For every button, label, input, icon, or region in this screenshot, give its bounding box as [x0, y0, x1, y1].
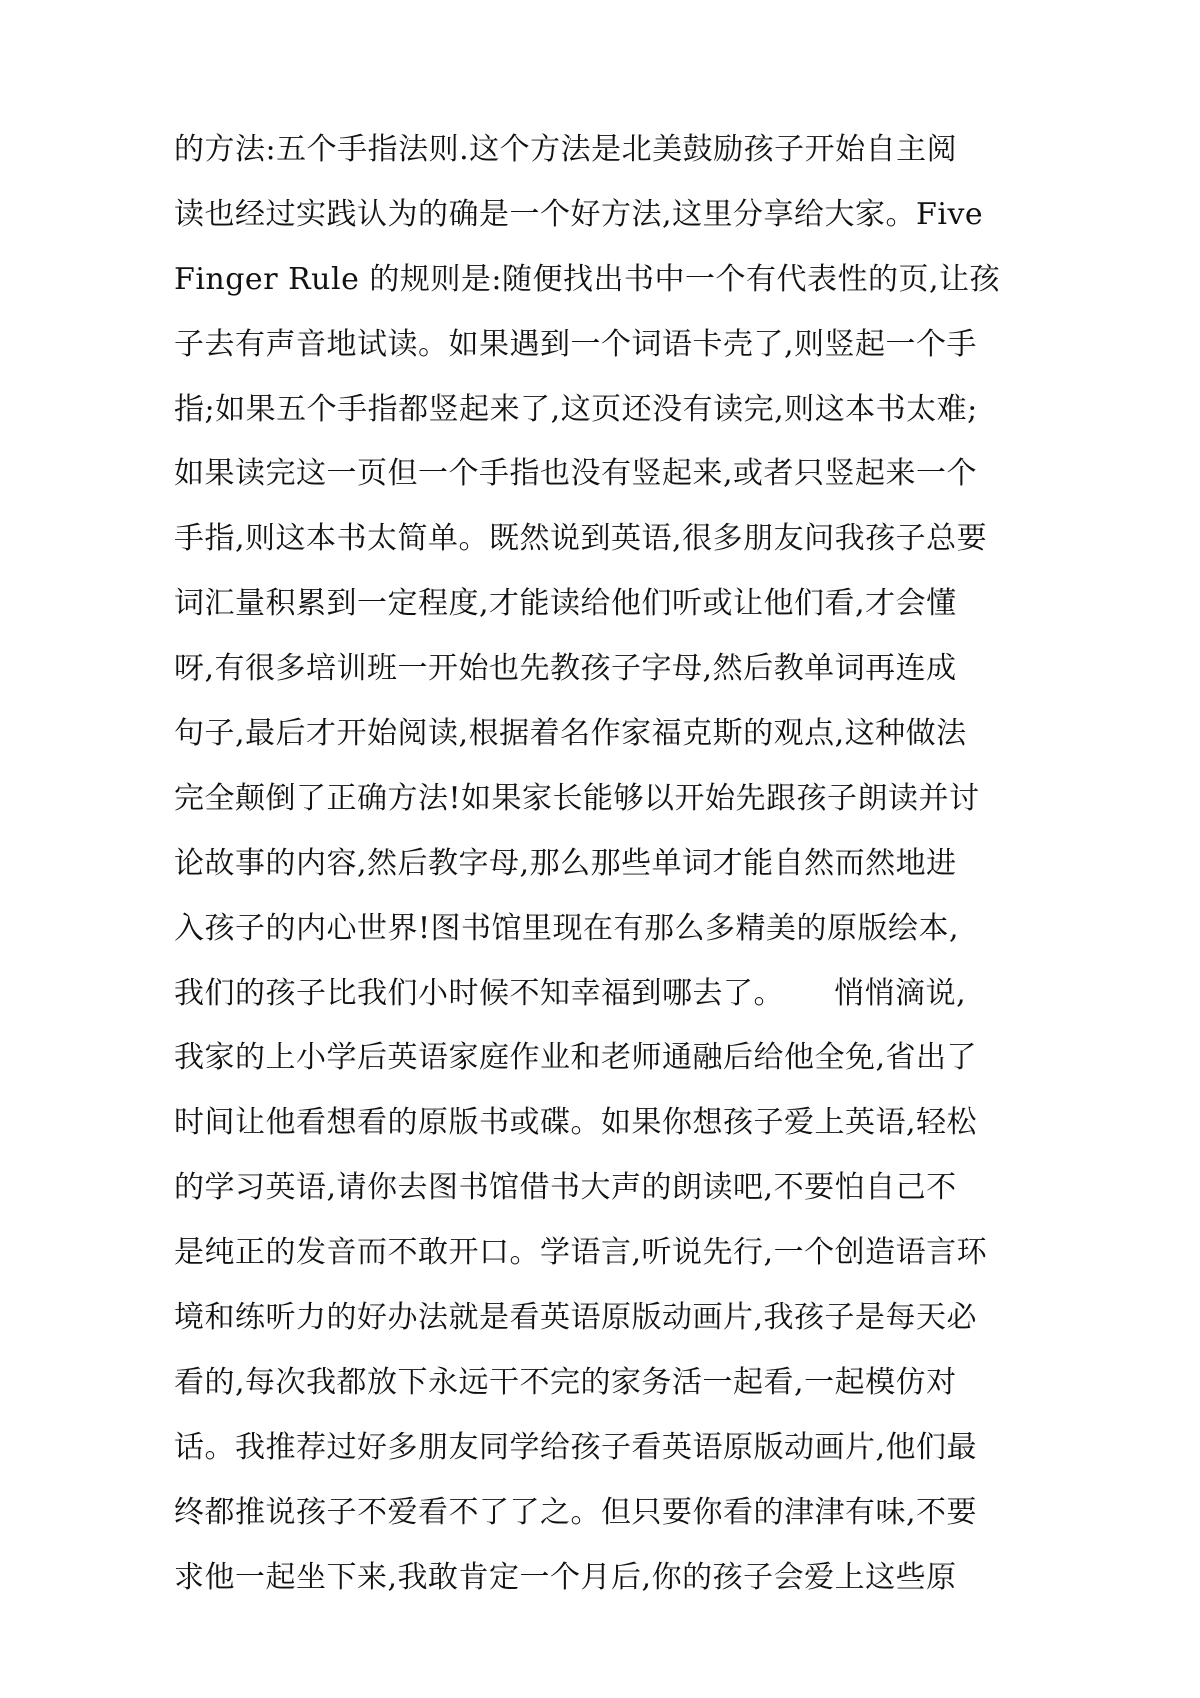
body-text — [174, 118, 1074, 1610]
text-line: 手指,则这本书太简单。既然说到英语,很多朋友问我孩子总要 — [174, 521, 988, 557]
text-line: 终都推说孩子不爱看不了了之。但只要你看的津津有味,不要 — [174, 1494, 978, 1530]
text-line: 完全颠倒了正确方法!如果家长能够以开始先跟孩子朗读并讨 — [174, 780, 980, 816]
text-line: 词汇量积累到一定程度,才能读给他们听或让他们看,才会懂 — [174, 586, 957, 622]
text-line: 指;如果五个手指都竖起来了,这页还没有读完,则这本书太难; — [174, 391, 978, 427]
text-line: 看的,每次我都放下永远干不完的家务活一起看,一起模仿对 — [174, 1364, 957, 1400]
text-line: 的方法:五个手指法则.这个方法是北美鼓励孩子开始自主阅 — [174, 132, 958, 167]
text-line: 论故事的内容,然后教字母,那么那些单词才能自然而然地进 — [174, 845, 957, 881]
text-line: 入孩子的内心世界!图书馆里现在有那么多精美的原版绘本, — [174, 910, 960, 946]
text-line: 话。我推荐过好多朋友同学给孩子看英语原版动画片,他们最 — [174, 1429, 978, 1465]
text-line: 境和练听力的好办法就是看英语原版动画片,我孩子是每天必 — [174, 1300, 978, 1336]
text-line: 时间让他看想看的原版书或碟。如果你想孩子爱上英语,轻松 — [174, 1105, 978, 1141]
text-line: 我家的上小学后英语家庭作业和老师通融后给他全免,省出了 — [174, 1040, 978, 1076]
text-line: 的学习英语,请你去图书馆借书大声的朗读吧,不要怕自己不 — [174, 1170, 957, 1206]
text-line: 是纯正的发音而不敢开口。学语言,听说先行,一个创造语言环 — [174, 1235, 988, 1271]
text-line: 我们的孩子比我们小时候不知幸福到哪去了。 悄悄滴说, — [174, 975, 967, 1011]
text-line: 呀,有很多培训班一开始也先教孩子字母,然后教单词再连成 — [174, 651, 957, 687]
text-line: 句子,最后才开始阅读,根据着名作家福克斯的观点,这种做法 — [174, 716, 967, 752]
text-line: 如果读完这一页但一个手指也没有竖起来,或者只竖起来一个 — [174, 456, 978, 492]
text-line: Finger Rule 的规则是:随便找出书中一个有代表性的页,让孩 — [174, 261, 1001, 297]
text-line: 读也经过实践认为的确是一个好方法,这里分享给大家。Five — [174, 196, 984, 232]
text-line: 子去有声音地试读。如果遇到一个词语卡壳了,则竖起一个手 — [174, 326, 978, 362]
text-line: 求他一起坐下来,我敢肯定一个月后,你的孩子会爱上这些原 — [174, 1559, 957, 1595]
